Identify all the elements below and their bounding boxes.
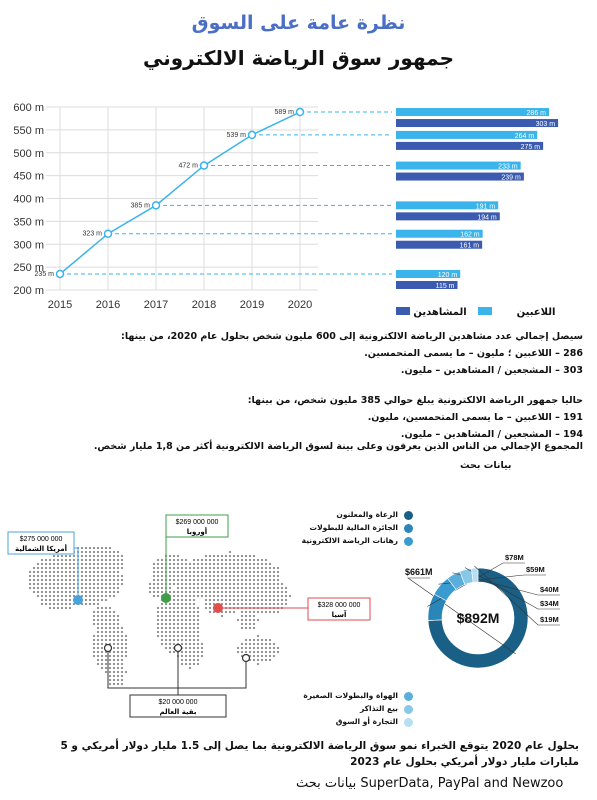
legend-dot xyxy=(404,524,413,533)
notes-intro-2: حاليا جمهور الرياضة الالكترونية يبلغ حوالي 385 مليون شخص، من بينها: xyxy=(247,395,583,406)
legend-item xyxy=(302,508,413,521)
region-value: $20 000 000 xyxy=(158,699,198,706)
revenue-legend-top xyxy=(302,508,413,547)
point-label: 472 m xyxy=(178,162,198,170)
revenue-legend-bottom xyxy=(303,689,413,728)
slice-label: $59M xyxy=(526,565,545,574)
point-label: 589 m xyxy=(274,109,294,117)
legend-dot xyxy=(404,705,413,714)
point-label: 539 m xyxy=(226,131,246,139)
notes-bullet: 303 – المشجعين / المشاهدين – مليون. xyxy=(400,365,583,376)
slice-label: $34M xyxy=(540,599,559,608)
y-tick-label: 250 m xyxy=(13,262,44,275)
legend-swatch xyxy=(396,307,410,315)
bar-label: 239 m xyxy=(501,174,521,182)
y-tick-label: 550 m xyxy=(13,124,44,137)
line-point xyxy=(201,162,208,169)
continent-dots xyxy=(29,547,291,685)
x-tick-label: 2017 xyxy=(143,299,169,311)
legend-dot xyxy=(404,537,413,546)
notes-block-2 xyxy=(23,392,583,443)
x-tick-label: 2018 xyxy=(191,299,217,311)
region-marker-rest xyxy=(243,655,250,662)
slice-label: $19M xyxy=(540,615,559,624)
bar-label: 191 m xyxy=(475,203,496,211)
line-point xyxy=(57,270,64,277)
legend-label: التجارة أو السوق xyxy=(335,717,398,726)
region-marker-north-america xyxy=(73,595,83,605)
bar-label: 264 m xyxy=(514,132,535,140)
bar-label: 275 m xyxy=(520,143,541,151)
line-series xyxy=(60,112,300,274)
notes-bullet: 286 – اللاعبين ؛ مليون – ما يسمى المتحمسين. xyxy=(364,348,583,359)
region-name: آسيا xyxy=(331,611,347,619)
page-title: نظرة عامة على السوق xyxy=(191,12,406,34)
region-marker-asia xyxy=(213,603,223,613)
point-label: 235 m xyxy=(34,270,54,278)
legend-label: الرعاة والمعلنون xyxy=(336,510,398,519)
footer-source: SuperData, PayPal and Newzoo بيانات بحث xyxy=(296,776,564,791)
y-tick-label: 500 m xyxy=(13,147,44,160)
donut-center-label: $892M xyxy=(456,610,500,626)
legend-item xyxy=(303,702,413,715)
notes-bullet: 194 – المشجعين / المشاهدين – مليون. xyxy=(400,429,583,440)
legend-label: المشاهدين xyxy=(413,307,467,318)
notes-block-1 xyxy=(23,328,583,379)
region-value: $275 000 000 xyxy=(19,536,63,543)
audience-chart xyxy=(0,90,597,320)
total-note-text: المجموع الإجمالي من الناس الذين يعرفون وعلى بينة لسوق الرياضة الالكترونية أكثر من 1,8 مليار شخص. xyxy=(93,441,583,452)
region-marker-rest xyxy=(175,645,182,652)
slice-label: $661M xyxy=(405,567,433,577)
y-tick-label: 200 m xyxy=(13,285,44,297)
revenue-donut xyxy=(388,540,588,710)
x-tick-label: 2019 xyxy=(239,299,265,311)
legend-label: الجائزة المالية للبطولات xyxy=(309,523,398,532)
page-subtitle: جمهور سوق الرياضة الالكتروني xyxy=(142,46,454,70)
y-tick-label: 400 m xyxy=(13,193,44,206)
bar-label: 162 m xyxy=(460,231,480,239)
x-tick-label: 2016 xyxy=(95,299,121,311)
legend-swatch xyxy=(478,307,492,315)
bar-label: 286 m xyxy=(526,110,547,118)
total-note xyxy=(23,438,583,455)
point-label: 323 m xyxy=(82,230,102,238)
slice-label: $40M xyxy=(540,585,559,594)
bar-label: 194 m xyxy=(477,214,497,222)
notes-intro-1: سيصل إجمالي عدد مشاهدين الرياضة الالكترونية إلى 600 مليون شخص بحلول عام 2020، من بينها: xyxy=(121,331,583,342)
x-tick-label: 2015 xyxy=(47,299,73,311)
forecast-text: بحلول عام 2020 يتوقع الخبراء نمو سوق الرياضة الالكترونية بما يصل إلى 1.5 مليار دولار أمريكي و 5 مليارات مليار دولار أمريكي بحلول عام 2023 xyxy=(60,740,579,768)
region-value: $328 000 000 xyxy=(317,602,361,609)
legend-label: بيع التذاكر xyxy=(360,704,398,713)
bar-label: 233 m xyxy=(498,163,518,171)
legend-dot xyxy=(404,718,413,727)
region-marker-europe xyxy=(161,593,171,603)
bar-label: 115 m xyxy=(435,282,455,290)
y-tick-label: 600 m xyxy=(13,102,44,114)
legend-dot xyxy=(404,692,413,701)
source-label: بيانات بحث xyxy=(460,460,512,471)
legend-item xyxy=(303,715,413,728)
callout-line xyxy=(108,648,246,688)
bar-viewers xyxy=(396,119,558,127)
legend-dot xyxy=(404,511,413,520)
x-tick-label: 2020 xyxy=(287,299,313,311)
region-name: أوروبا xyxy=(186,528,208,536)
line-point xyxy=(297,109,304,116)
line-point xyxy=(249,131,256,138)
notes-bullet: 191 – اللاعبين – ما يسمى المتحمسين، مليون. xyxy=(367,412,583,423)
legend-label: رهانات الرياضة الالكترونية xyxy=(301,536,398,545)
legend-item xyxy=(302,521,413,534)
y-tick-label: 350 m xyxy=(13,216,44,229)
y-tick-label: 300 m xyxy=(13,239,44,252)
slice-label: $78M xyxy=(505,553,524,562)
line-point xyxy=(105,230,112,237)
legend-label: الهواة والبطولات الصغيرة xyxy=(303,691,398,700)
legend-item xyxy=(302,534,413,547)
line-point xyxy=(153,202,160,209)
bar-label: 303 m xyxy=(535,121,556,129)
region-marker-rest xyxy=(105,645,112,652)
point-label: 385 m xyxy=(130,202,150,210)
bar-label: 120 m xyxy=(437,271,458,279)
bar-label: 161 m xyxy=(459,242,480,250)
region-value: $269 000 000 xyxy=(175,519,219,526)
y-tick-label: 450 m xyxy=(13,170,44,183)
legend-label: اللاعبين xyxy=(516,307,556,318)
region-name: أمريكا الشمالية xyxy=(14,545,68,553)
legend-item xyxy=(303,689,413,702)
region-name: بقية العالم xyxy=(159,708,197,716)
